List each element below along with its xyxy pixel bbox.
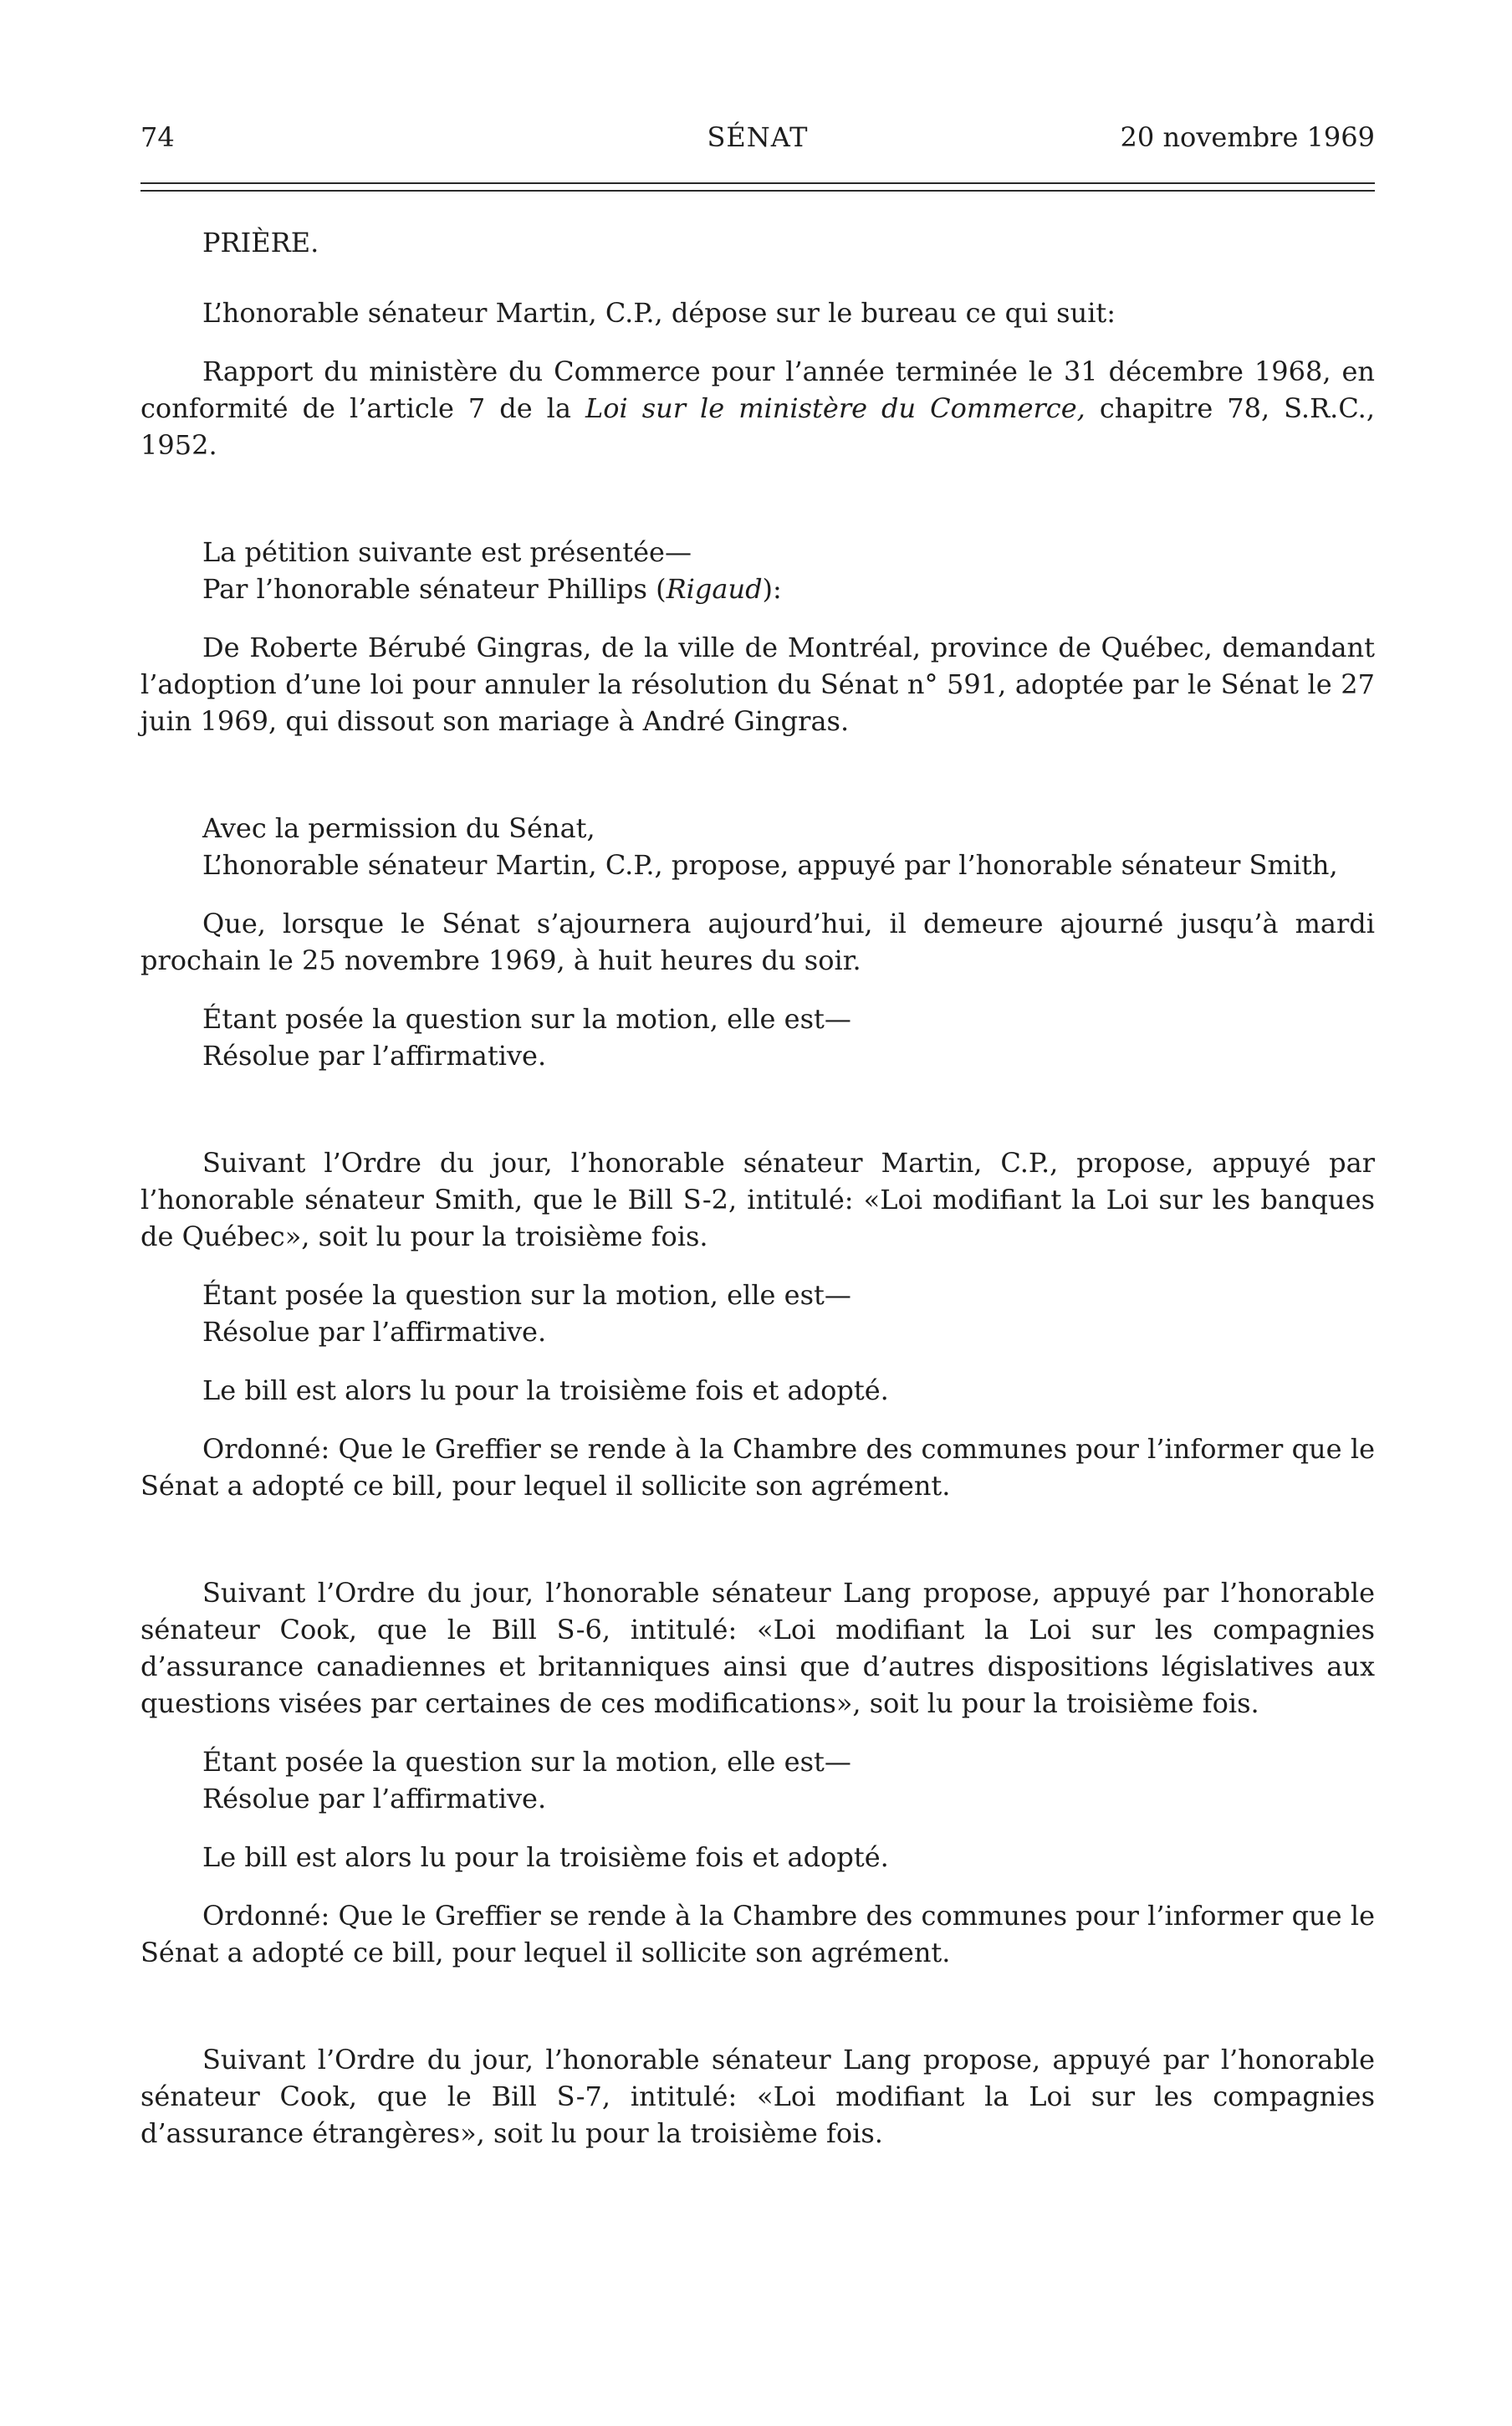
rapport-paragraph [140,353,1375,463]
adopte-line-3: Le bill est alors lu pour la troisième fois et adopté. [202,1841,889,1873]
propose-martin: L’honorable sénateur Martin, C.P., propose, appuyé par l’honorable sénateur Smith, [202,849,1338,881]
petition-par-text: Par l’honorable sénateur Phillips ( [202,573,667,605]
petition-par [140,571,1375,607]
question-line-1: Étant posée la question sur la motion, elle est— [202,1003,851,1035]
page-number: 74 [140,121,175,153]
petition-par-riding: Rigaud [666,573,763,605]
petition-par-end: ): [762,573,782,605]
question-line-2: Étant posée la question sur la motion, elle est— [202,1279,851,1311]
rapport-law-title: Loi sur le ministère du Commerce, [585,392,1085,424]
rapport-text-2: chapitre 78, S.R.C., 1952. [140,392,1376,461]
ordonne-paragraph-3: Ordonné: Que le Greffier se rende à la Chambre des communes pour l’informer que le Sénat a adopté ce bill, pour lequel il sollicite son agrément. [140,1900,1375,1968]
document-body [140,224,1375,2152]
petition-text: De Roberte Bérubé Gingras, de la ville de Montréal, province de Québec, demandant l’adoption d’une loi pour annuler la résolution du Sénat n° 591, adoptée par le Sénat le 27 juin 1969, qui dissout son mariage à André Gingras. [140,632,1375,737]
header-rule-top [140,182,1375,184]
ordonne-paragraph-2: Ordonné: Que le Greffier se rende à la Chambre des communes pour l’informer que le Sénat a adopté ce bill, pour lequel il sollicite son agrément. [140,1433,1375,1502]
page-header [140,121,1375,163]
question-line-3: Étant posée la question sur la motion, elle est— [202,1746,851,1778]
bill-s2-motion: Suivant l’Ordre du jour, l’honorable sénateur Martin, C.P., propose, appuyé par l’honorable sénateur Smith, que le Bill S-2, intitulé: «Loi modifiant la Loi sur les banques de Québec», soit lu pour la troisième fois. [140,1147,1375,1252]
bill-s6-motion: Suivant l’Ordre du jour, l’honorable sénateur Lang propose, appuyé par l’honorable sénateur Cook, que le Bill S-6, intitulé: «Loi modifiant la Loi sur les compagnies d’assurance canadiennes et britanniques ainsi que d’autres dispositions législatives aux questions visées par certaines de ces modifications», soit lu pour la troisième fois. [140,1577,1375,1719]
bill-s7-motion: Suivant l’Ordre du jour, l’honorable sénateur Lang propose, appuyé par l’honorable sénateur Cook, que le Bill S-7, intitulé: «Loi modifiant la Loi sur les compagnies d’assurance étrangères», soit lu pour la troisième fois. [140,2044,1375,2149]
resolue-line-2: Résolue par l’affirmative. [202,1316,547,1348]
page-date: 20 novembre 1969 [1120,121,1375,153]
depot-paragraph: L’honorable sénateur Martin, C.P., dépose sur le bureau ce qui suit: [202,297,1116,329]
petition-intro: La pétition suivante est présentée— [202,536,692,568]
rapport-text-1: Rapport du ministère du Commerce pour l’année terminée le 31 décembre 1968, en conformité de l’article 7 de la [140,356,1375,424]
adopte-line-2: Le bill est alors lu pour la troisième fois et adopté. [202,1374,889,1406]
page-title: SÉNAT [707,121,809,153]
priere-heading: PRIÈRE. [202,227,319,258]
header-rule-bottom [140,190,1375,192]
ajournement-motion: Que, lorsque le Sénat s’ajournera aujourd’hui, il demeure ajourné jusqu’à mardi prochain le 25 novembre 1969, à huit heures du soir. [140,908,1375,976]
permission-line: Avec la permission du Sénat, [202,812,595,844]
resolue-line-3: Résolue par l’affirmative. [202,1783,547,1814]
resolue-line-1: Résolue par l’affirmative. [202,1040,547,1072]
